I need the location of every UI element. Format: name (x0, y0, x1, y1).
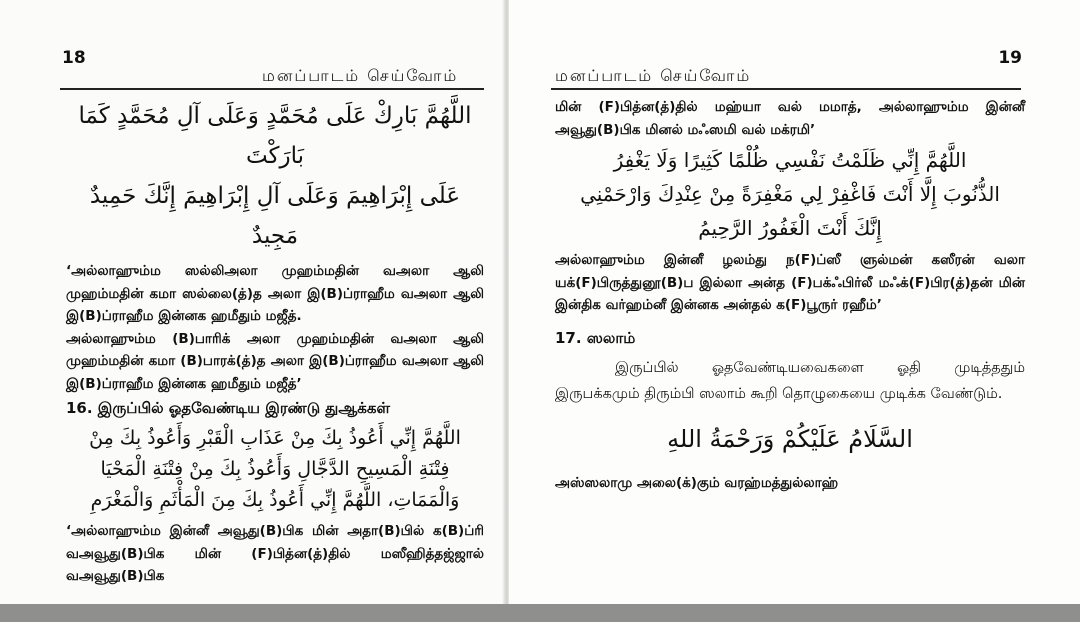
transliteration-paragraph: ‘அல்லாஹும்ம இன்னீ அவூது(B)பிக மின் அதா(B)பில் க(B)ப்ரி வஅவூது(B)பிக மின் (F)பித்ன(த்)தில் மஸீஹித்தஜ்ஜால் வஅவூது(B)பிக (66, 523, 484, 584)
arabic-dua-forgiveness (555, 143, 1025, 245)
header-rule (60, 88, 484, 90)
arabic-line: اللَّهُمَّ إِنِّي أَعُوذُ بِكَ مِنْ عَذَابِ الْقَبْرِ وَأَعُوذُ بِكَ مِنْ (89, 427, 461, 449)
transliteration-paragraph: அல்லாஹும்ம (B)பாரிக் அலா முஹம்மதின் வஅலா ஆலி முஹம்மதின் கமா (B)பாரக்(த்)த அலா இ(B)ப்ராஹீம வஅலா ஆலி இ(B)ப்ராஹீம இன்னக ஹமீதும் மஜீத்’ (66, 330, 484, 392)
arabic-dua-refuge (66, 423, 484, 516)
arabic-salam: السَّلَامُ عَلَيْكُمْ وَرَحْمَةُ اللهِ (667, 424, 913, 453)
section-heading: 17. ஸலாம் (555, 328, 636, 347)
arabic-line: فِتْنَةِ الْمَسِيحِ الدَّجَّالِ وَأَعُوذُ بِكَ مِنْ فِتْنَةِ الْمَحْيَا (100, 458, 450, 480)
arabic-line: الذُّنُوبَ إِلَّا أَنْتَ فَاغْفِرْ لِي مَغْفِرَةً مِنْ عِنْدِكَ وَارْحَمْنِي (580, 182, 1000, 206)
transliteration-paragraph: அல்லாஹும்ம இன்னீ ழலம்து ந(F)ப்ஸீ ளுல்மன் கஸீரன் வலா யக்(F)பிருத்துனூ(B)ப இல்லா அன்த (F)பக்ஃபிர்லீ மஃக்(F)பிர(த்)தன் மின் இன்திக வர்ஹம்னீ இன்னக அன்தல் க(F)பூருர் ரஹீம்’ (555, 252, 1025, 313)
right-page (509, 0, 1080, 604)
page-number: 18 (62, 48, 86, 68)
page-content (555, 96, 1025, 493)
page-content (66, 96, 484, 588)
running-head: மனப்பாடம் செய்வோம் (262, 66, 459, 85)
header-rule (551, 88, 1021, 90)
salam-transliteration: அஸ்ஸலாமு அலை(க்)கும் வரஹ்மத்துல்லாஹ் (555, 474, 839, 491)
running-head: மனப்பாடம் செய்வோம் (555, 66, 752, 85)
instruction-paragraph: இருப்பில் ஓதவேண்டியவைகளை ஓதி முடித்ததும் இருபக்கமும் திரும்பி ஸலாம் கூறி தொழுகையை முடிக்க வேண்டும். (555, 359, 1025, 402)
scan-background (0, 604, 1080, 622)
arabic-dua-salawat (66, 96, 484, 256)
section-heading: 16. இருப்பில் ஓதவேண்டிய இரண்டு துஆக்கள் (66, 399, 391, 417)
arabic-line: اللَّهُمَّ بَارِكْ عَلَى مُحَمَّدٍ وَعَلَى آلِ مُحَمَّدٍ كَمَا بَارَكْتَ (78, 103, 472, 169)
transliteration-paragraph: மின் (F)பித்ன(த்)தில் மஹ்யா வல் மமாத், அல்லாஹும்ம இன்னீ அவூது(B)பிக மினல் மஃஸமி வல் மக்ரமி’ (555, 99, 1025, 138)
page-number: 19 (998, 48, 1022, 68)
arabic-line: اللَّهُمَّ إِنِّي ظَلَمْتُ نَفْسِي ظُلْمًا كَثِيرًا وَلَا يَغْفِرُ (613, 148, 967, 172)
arabic-line: عَلَى إِبْرَاهِيمَ وَعَلَى آلِ إِبْرَاهِيمَ إِنَّكَ حَمِيدٌ مَجِيدٌ (89, 183, 461, 249)
left-page (0, 0, 506, 604)
transliteration-paragraph: ‘அல்லாஹும்ம ஸல்லிஅலா முஹம்மதின் வஅலா ஆலி முஹம்மதின் கமா ஸல்லை(த்)த அலா இ(B)ப்ராஹீம வஅலா ஆலி இ(B)ப்ராஹீம இன்னக ஹமீதும் மஜீத். (66, 263, 484, 324)
arabic-line: إِنَّكَ أَنْتَ الْغَفُورُ الرَّحِيمُ (698, 216, 882, 240)
arabic-line: وَالْمَمَاتِ، اللَّهُمَّ إِنِّي أَعُوذُ بِكَ مِنَ الْمَأْثَمِ وَالْمَغْرَمِ (90, 489, 460, 511)
